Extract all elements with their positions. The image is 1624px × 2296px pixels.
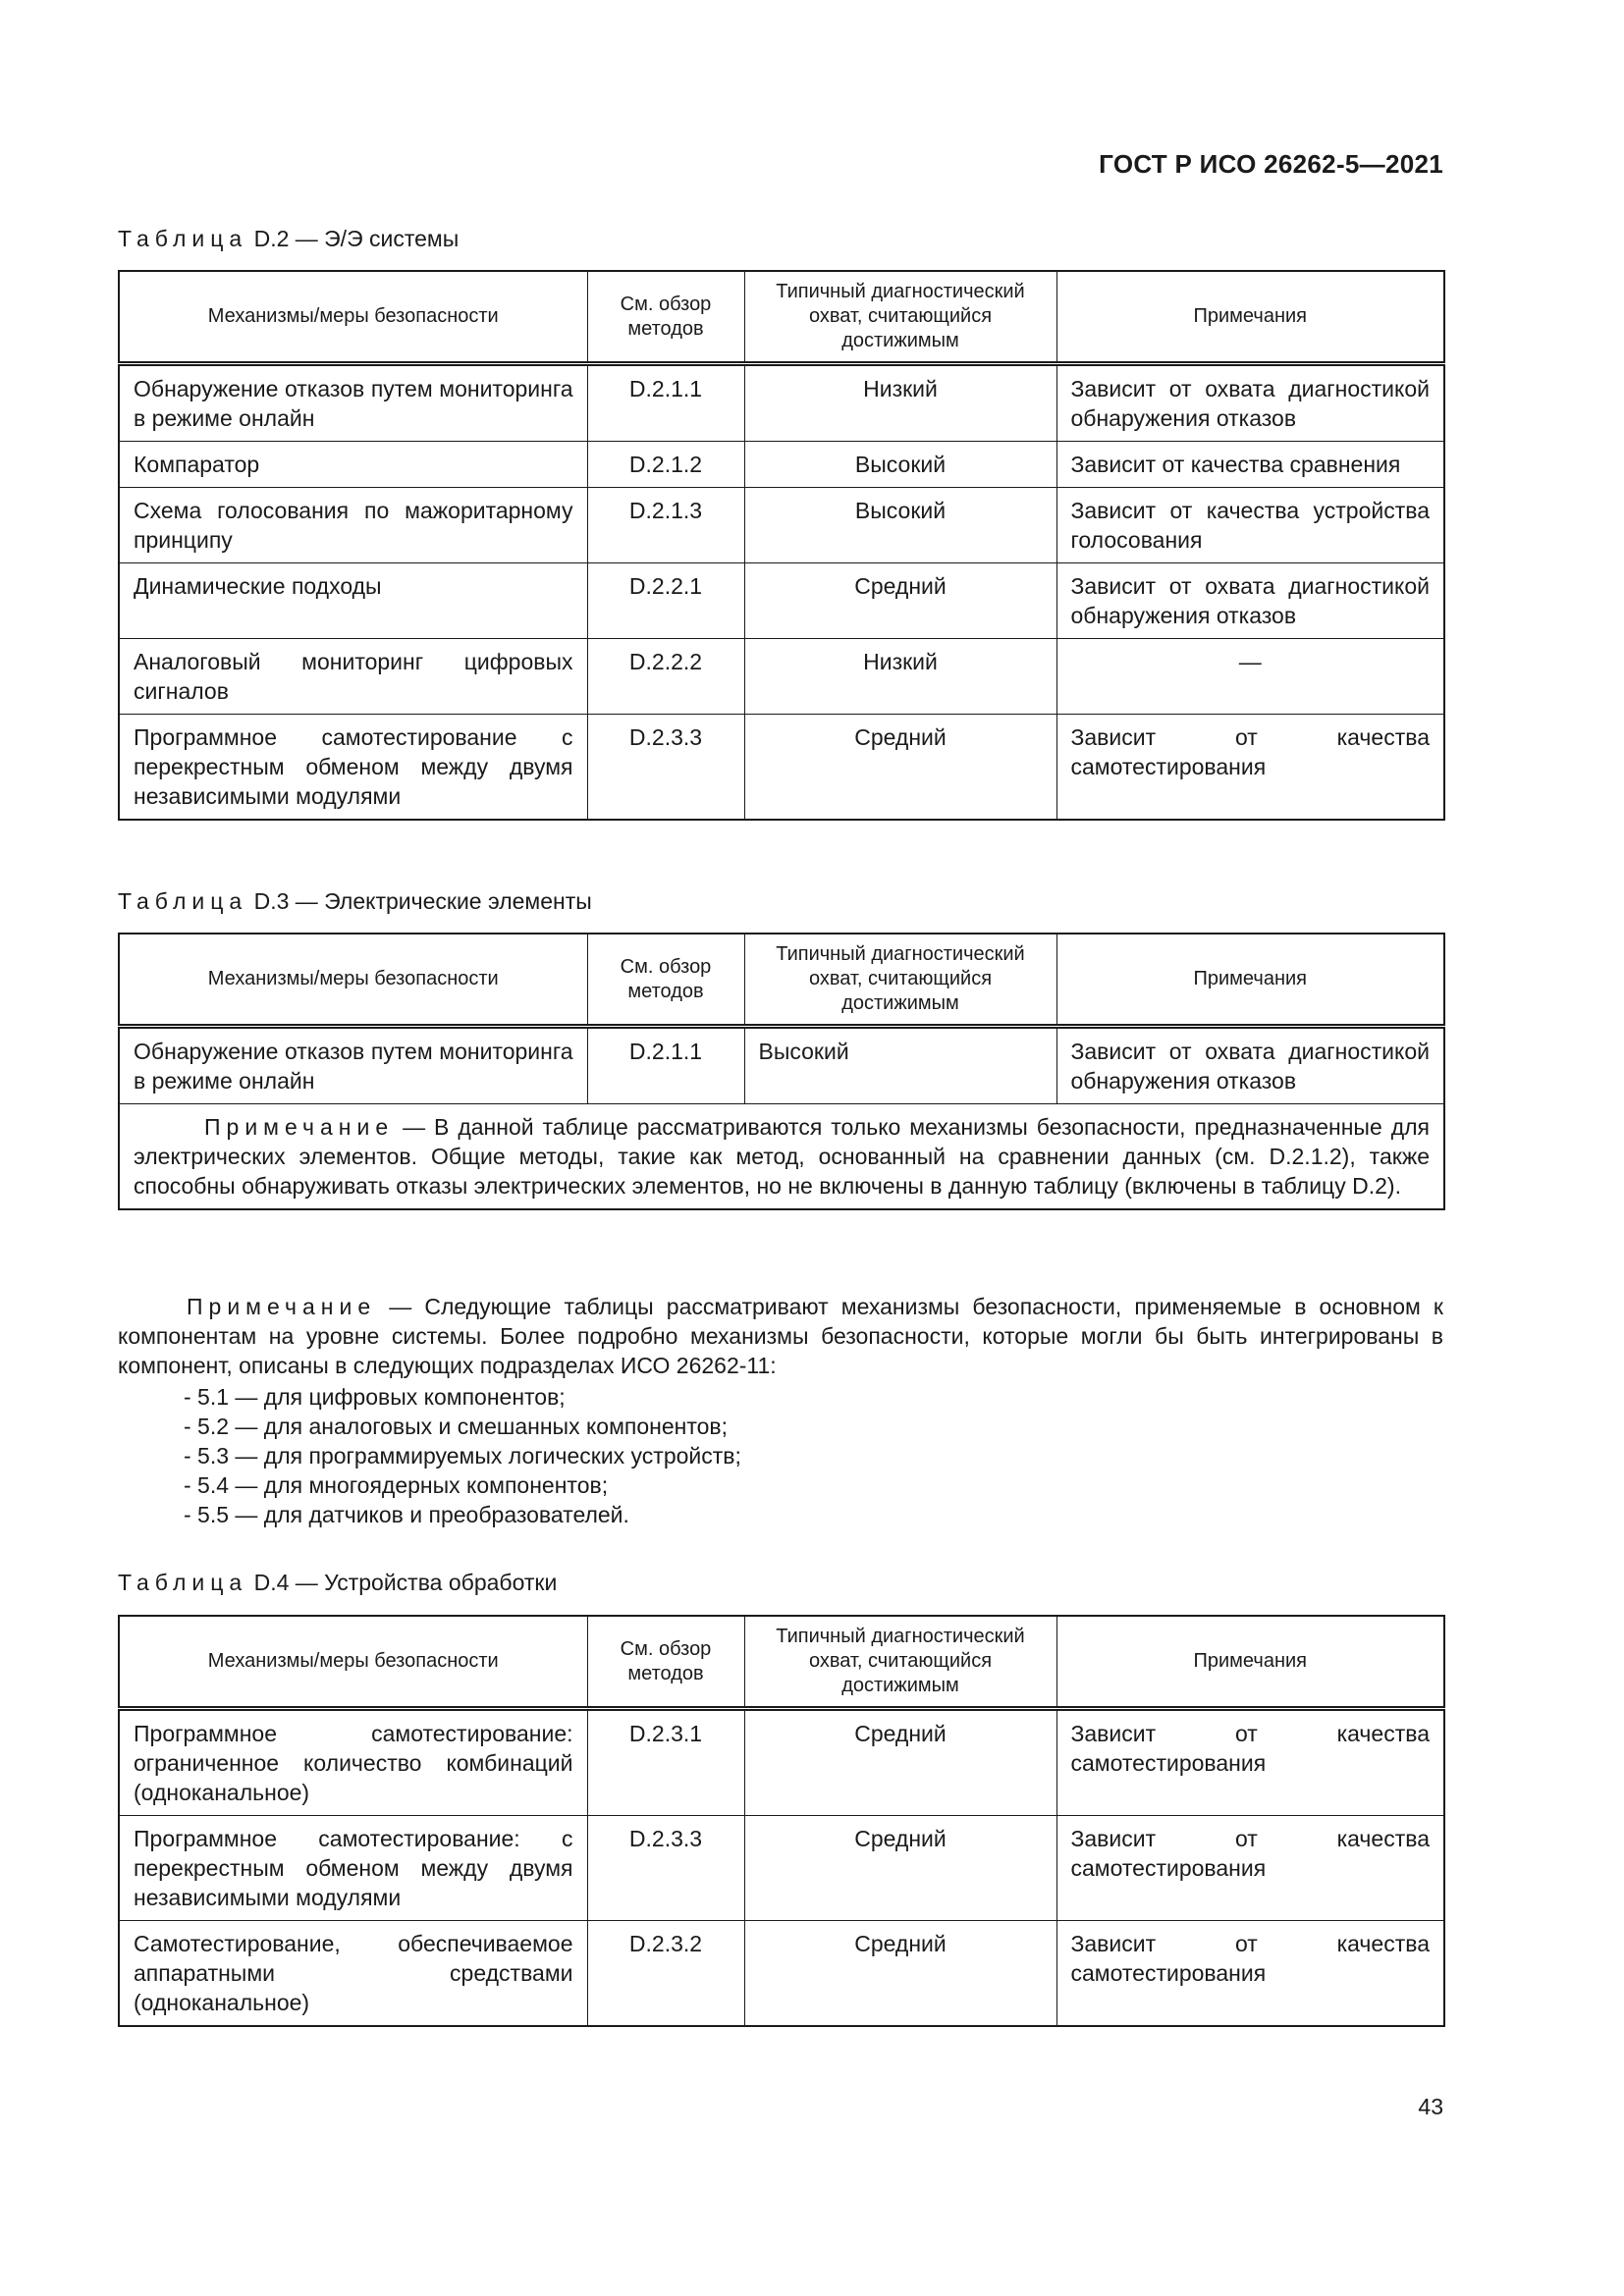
- cell-coverage: Средний: [744, 563, 1056, 639]
- cell-ref: D.2.1.2: [587, 442, 744, 488]
- cell-mechanism: Программное самотестирование с перекрестным обменом между двумя независимыми модулями: [119, 715, 587, 821]
- table-row: [119, 1027, 1444, 1104]
- cell-coverage: Низкий: [744, 639, 1056, 715]
- cell-ref: D.2.2.2: [587, 639, 744, 715]
- document-code: ГОСТ Р ИСО 26262-5—2021: [1099, 149, 1443, 179]
- header-coverage: Типичный диагностический охват, считающийся достижимым: [744, 1616, 1056, 1709]
- cell-coverage: Высокий: [744, 442, 1056, 488]
- caption-label: Таблица: [118, 226, 248, 251]
- cell-ref: D.2.3.3: [587, 1816, 744, 1921]
- cell-ref: D.2.2.1: [587, 563, 744, 639]
- header-coverage: Типичный диагностический охват, считающийся достижимым: [744, 271, 1056, 364]
- note-text: — Следующие таблицы рассматривают механизмы безопасности, применяемые в основном к компонентам на уровне системы. Более подробно механизмы безопасности, которые могли бы быть интегрированы в компонент, описаны в следующих подразделах ИСО 26262-11:: [118, 1294, 1443, 1378]
- cell-mechanism: Схема голосования по мажоритарному принципу: [119, 488, 587, 563]
- cell-notes: Зависит от качества самотестирования: [1056, 715, 1444, 821]
- cell-ref: D.2.1.1: [587, 364, 744, 442]
- table-row: [119, 1709, 1444, 1816]
- caption-label: Таблица: [118, 888, 248, 914]
- list-item: - 5.4 — для многоядерных компонентов;: [184, 1472, 609, 1498]
- caption-label: Таблица: [118, 1570, 248, 1595]
- cell-notes: Зависит от качества самотестирования: [1056, 1921, 1444, 2027]
- table-row: [119, 488, 1444, 563]
- cell-coverage: Высокий: [744, 488, 1056, 563]
- cell-coverage: Средний: [744, 1816, 1056, 1921]
- header-notes: Примечания: [1056, 934, 1444, 1027]
- caption-title: D.2 — Э/Э системы: [247, 226, 460, 251]
- note-text: — В данной таблице рассматриваются только механизмы безопасности, предназначенные для электрических элементов. Общие методы, такие как метод, основанный на сравнении данных (см. D.2.1.2), также способны обнаруживать отказы электрических элементов, но не включены в данную таблицу (включены в таблицу D.2).: [134, 1114, 1430, 1199]
- table-row: [119, 442, 1444, 488]
- table-header-row: [119, 271, 1444, 364]
- table-d2: [118, 270, 1445, 821]
- table-d4-caption: [118, 1568, 557, 1597]
- header-notes: Примечания: [1056, 271, 1444, 364]
- cell-coverage: Средний: [744, 1921, 1056, 2027]
- table-note: [119, 1104, 1444, 1210]
- list-item: - 5.5 — для датчиков и преобразователей.: [184, 1502, 629, 1527]
- note-label: Примечание: [204, 1114, 395, 1140]
- cell-notes: Зависит от охвата диагностикой обнаружения отказов: [1056, 1027, 1444, 1104]
- page-number: 43: [1418, 2094, 1443, 2119]
- cell-notes: Зависит от качества самотестирования: [1056, 1816, 1444, 1921]
- cell-notes: Зависит от качества самотестирования: [1056, 1709, 1444, 1816]
- cell-notes: Зависит от качества сравнения: [1056, 442, 1444, 488]
- table-row: [119, 364, 1444, 442]
- list-item: - 5.1 — для цифровых компонентов;: [184, 1384, 566, 1410]
- cell-coverage: Средний: [744, 1709, 1056, 1816]
- cell-coverage: Средний: [744, 715, 1056, 821]
- cell-notes: Зависит от качества устройства голосования: [1056, 488, 1444, 563]
- header-notes: Примечания: [1056, 1616, 1444, 1709]
- general-note: [118, 1292, 1443, 1380]
- header-overview: См. обзор методов: [587, 1616, 744, 1709]
- table-d3: [118, 933, 1445, 1210]
- cell-ref: D.2.1.3: [587, 488, 744, 563]
- table-d4: [118, 1615, 1445, 2027]
- cell-mechanism: Обнаружение отказов путем мониторинга в режиме онлайн: [119, 1027, 587, 1104]
- note-label: Примечание: [187, 1294, 377, 1319]
- table-row: [119, 1816, 1444, 1921]
- header-mechanism: Механизмы/меры безопасности: [119, 271, 587, 364]
- cell-coverage: Низкий: [744, 364, 1056, 442]
- cell-notes: Зависит от охвата диагностикой обнаружения отказов: [1056, 563, 1444, 639]
- table-d3-caption: [118, 886, 592, 916]
- cell-mechanism: Динамические подходы: [119, 563, 587, 639]
- table-row: [119, 639, 1444, 715]
- header-mechanism: Механизмы/меры безопасности: [119, 934, 587, 1027]
- header-coverage: Типичный диагностический охват, считающийся достижимым: [744, 934, 1056, 1027]
- header-mechanism: Механизмы/меры безопасности: [119, 1616, 587, 1709]
- cell-ref: D.2.1.1: [587, 1027, 744, 1104]
- cell-notes: Зависит от охвата диагностикой обнаружения отказов: [1056, 364, 1444, 442]
- table-d2-caption: [118, 224, 459, 253]
- table-row: [119, 1921, 1444, 2027]
- caption-title: D.3 — Электрические элементы: [247, 888, 592, 914]
- cell-coverage: Высокий: [744, 1027, 1056, 1104]
- cell-ref: D.2.3.3: [587, 715, 744, 821]
- cell-notes: —: [1056, 639, 1444, 715]
- list-item: - 5.3 — для программируемых логических устройств;: [184, 1443, 741, 1468]
- cell-mechanism: Программное самотестирование: ограниченное количество комбинаций (одноканальное): [119, 1709, 587, 1816]
- cell-mechanism: Обнаружение отказов путем мониторинга в режиме онлайн: [119, 364, 587, 442]
- cell-mechanism: Самотестирование, обеспечиваемое аппаратными средствами (одноканальное): [119, 1921, 587, 2027]
- list-item: - 5.2 — для аналоговых и смешанных компонентов;: [184, 1414, 729, 1439]
- caption-title: D.4 — Устройства обработки: [247, 1570, 558, 1595]
- cell-ref: D.2.3.2: [587, 1921, 744, 2027]
- cell-mechanism: Аналоговый мониторинг цифровых сигналов: [119, 639, 587, 715]
- cell-ref: D.2.3.1: [587, 1709, 744, 1816]
- table-row: [119, 563, 1444, 639]
- header-overview: См. обзор методов: [587, 934, 744, 1027]
- subsection-list: [184, 1382, 741, 1529]
- table-note-row: [119, 1104, 1444, 1210]
- table-header-row: [119, 934, 1444, 1027]
- cell-mechanism: Компаратор: [119, 442, 587, 488]
- cell-mechanism: Программное самотестирование: с перекрестным обменом между двумя независимыми модулями: [119, 1816, 587, 1921]
- table-header-row: [119, 1616, 1444, 1709]
- table-row: [119, 715, 1444, 821]
- header-overview: См. обзор методов: [587, 271, 744, 364]
